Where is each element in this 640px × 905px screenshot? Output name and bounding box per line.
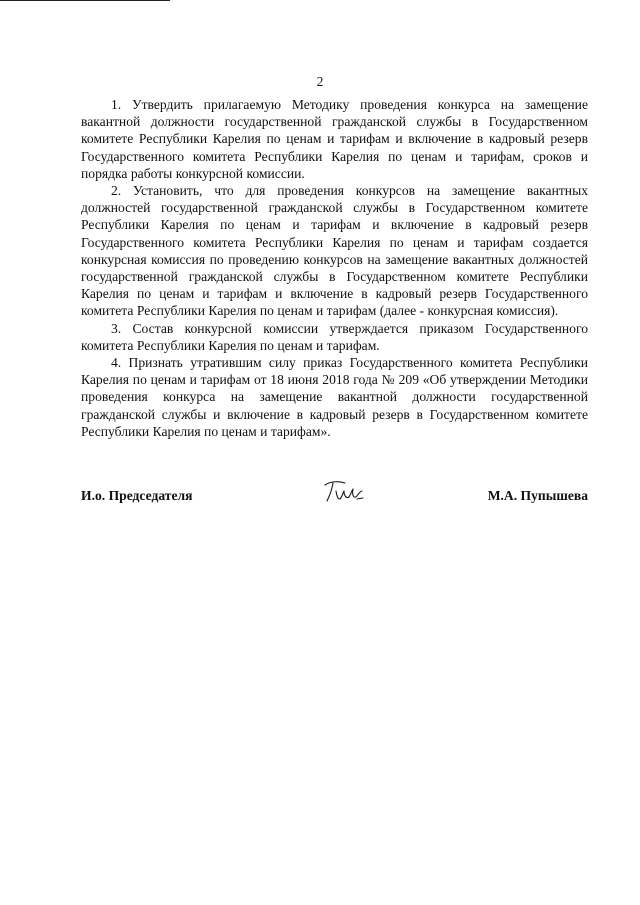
paragraph-3: 3. Состав конкурсной комиссии утверждается приказом Государственного комитета Республики Карелия по ценам и тарифам. (81, 320, 588, 353)
top-rule (0, 0, 170, 1)
handwritten-signature (319, 477, 369, 507)
document-body (81, 96, 588, 440)
signatory-name: М.А. Пупышева (487, 488, 588, 503)
page-number: 2 (316, 74, 324, 89)
paragraph-1: 1. Утвердить прилагаемую Методику проведения конкурса на замещение вакантной должности государственной гражданской службы в Государственном комитете Республики Карелия по ценам и тарифам и включение в кадровый резерв Государственного комитета Республики Карелия по ценам и тарифам, сроков и порядка работы конкурсной комиссии. (81, 97, 588, 181)
paragraph-2: 2. Установить, что для проведения конкурсов на замещение вакантных должностей государственной гражданской службы в Государственном комитете Республики Карелия по ценам и тарифам и включение в кадровый резерв Государственного комитета Республики Карелия по ценам и тарифам создается конкурсная комиссия по проведению конкурсов на замещение вакантных должностей государственной гражданской службы в Государственном комитете Республики Карелия по ценам и тарифам и включение в кадровый резерв Государственного комитета Республики Карелия по ценам и тарифам (далее - конкурсная комиссия). (81, 183, 588, 319)
signature-block (81, 477, 588, 517)
signatory-title: И.о. Председателя (81, 488, 193, 503)
paragraph-4: 4. Признать утратившим силу приказ Государственного комитета Республики Карелия по ценам и тарифам от 18 июня 2018 года № 209 «Об утверждении Методики проведения конкурса на замещение вакантной должности государственной гражданской службы и включение в кадровый резерв в Государственном комитете Республики Карелия по ценам и тарифам». (81, 355, 588, 439)
